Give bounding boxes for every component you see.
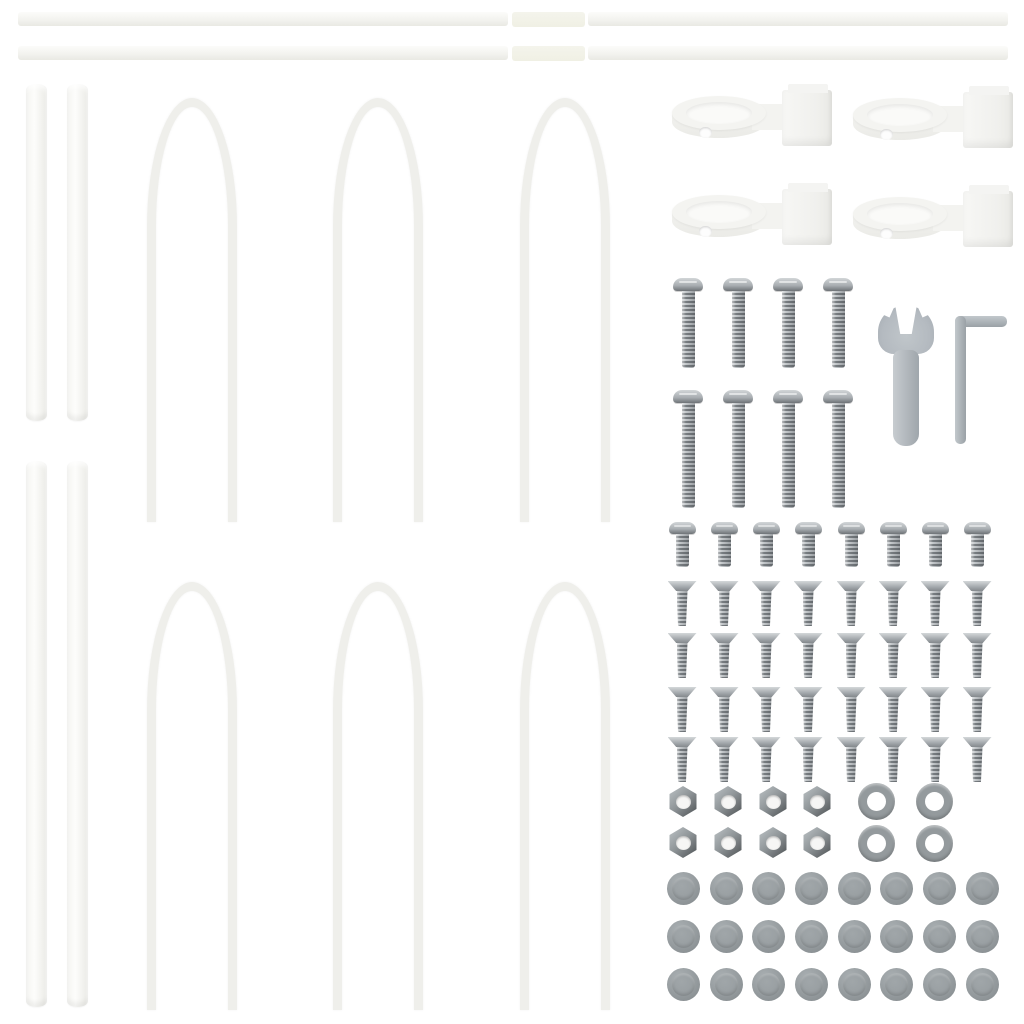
end-cap-face [971,877,994,900]
bolt-threaded-shaft [782,403,795,508]
countersunk-screw [879,581,907,626]
clamp-ring-opening [686,201,752,223]
end-cap-face [800,925,823,948]
end-cap-face [672,973,695,996]
end-cap-face [800,973,823,996]
end-cap-face [715,877,738,900]
screw-head [963,581,992,591]
screw-threaded-shaft [888,591,899,626]
bolt-threaded-shaft [732,403,745,508]
countersunk-screw [668,581,696,626]
screw-head [837,581,866,591]
round-end-cap [923,968,956,1001]
countersunk-screw [879,687,907,732]
pan-head-screw [963,522,991,567]
long-bolt [723,390,753,508]
screw-threaded-shaft [972,747,983,782]
screw-threaded-shaft [846,643,857,678]
clamp-socket-block [963,92,1013,148]
bolt-head [823,390,853,403]
screw-threaded-shaft [677,747,688,782]
round-end-cap [966,920,999,953]
screw-threaded-shaft [930,747,941,782]
screw-threaded-shaft [803,591,814,626]
screw-threaded-shaft [802,534,815,567]
bolt-head [723,278,753,291]
countersunk-screw [879,737,907,782]
clamp-ring-opening [686,102,752,124]
screw-threaded-shaft [677,591,688,626]
end-cap-face [885,973,908,996]
ring-clamp-bracket [853,86,1015,152]
clamp-ring-opening [867,203,933,225]
clamp-socket-tab [788,84,828,93]
round-end-cap [923,920,956,953]
screw-head [752,737,781,747]
bolt-head [723,390,753,403]
clamp-ring-opening [867,104,933,126]
round-end-cap [667,968,700,1001]
pan-head-screw [710,522,738,567]
countersunk-screw [752,581,780,626]
vertical-tube [67,84,88,421]
round-end-cap [667,872,700,905]
screw-threaded-shaft [972,591,983,626]
clamp-socket-block [782,90,832,146]
round-end-cap [838,872,871,905]
clamp-screw-hole [699,127,712,138]
screw-threaded-shaft [845,534,858,567]
u-shaped-rod [520,582,610,1010]
end-cap-face [843,973,866,996]
long-bolt [723,278,753,368]
end-cap-face [971,925,994,948]
countersunk-screw [879,633,907,678]
hex-nut [713,786,743,817]
wrench-jaw-cut-right [917,297,941,317]
screw-threaded-shaft [719,643,730,678]
hex-nut [802,786,832,817]
end-cap-face [800,877,823,900]
countersunk-screw [710,737,738,782]
countersunk-screw [752,737,780,782]
bolt-threaded-shaft [782,291,795,368]
screw-head [921,633,950,643]
pan-head-screw [879,522,907,567]
countersunk-screw [921,633,949,678]
countersunk-screw [794,737,822,782]
long-bolt [673,390,703,508]
u-shaped-rod [333,98,423,522]
end-cap-face [885,877,908,900]
end-cap-face [757,877,780,900]
round-end-cap [795,968,828,1001]
countersunk-screw [837,737,865,782]
round-end-cap [838,920,871,953]
open-end-wrench [878,306,934,446]
allen-hex-key [955,316,1007,444]
screw-head [963,737,992,747]
end-cap-face [672,877,695,900]
nut-hole [676,836,691,850]
nut-hole [721,836,736,850]
screw-head [837,737,866,747]
round-end-cap [880,968,913,1001]
pan-head-screw [668,522,696,567]
nut-hole [766,795,781,809]
screw-head [837,633,866,643]
screw-threaded-shaft [677,697,688,732]
end-cap-face [672,925,695,948]
end-cap-face [885,925,908,948]
screw-head [668,633,697,643]
round-end-cap [923,872,956,905]
countersunk-screw [921,581,949,626]
screw-head [880,522,907,534]
screw-threaded-shaft [719,747,730,782]
screw-head [795,522,822,534]
screw-head [794,581,823,591]
nut-hole [810,836,825,850]
countersunk-screw [794,633,822,678]
screw-threaded-shaft [930,643,941,678]
hex-nut [713,827,743,858]
screw-threaded-shaft [803,697,814,732]
round-end-cap [710,920,743,953]
end-cap-face [757,973,780,996]
rail-connector-sleeve [512,46,585,61]
screw-head [794,633,823,643]
countersunk-screw [752,687,780,732]
pan-head-screw [837,522,865,567]
screw-head [879,737,908,747]
countersunk-screw [837,581,865,626]
round-end-cap [752,872,785,905]
ring-clamp-bracket [672,84,834,150]
screw-threaded-shaft [972,697,983,732]
vertical-tube [67,461,88,1007]
end-cap-face [971,973,994,996]
long-bolt [823,390,853,508]
screw-head [964,522,991,534]
pan-head-screw [752,522,780,567]
clamp-screw-hole [880,228,893,239]
bolt-threaded-shaft [732,291,745,368]
clamp-socket-block [963,191,1013,247]
screw-threaded-shaft [718,534,731,567]
long-bolt [673,278,703,368]
washer-hole [867,834,886,853]
rail-left-segment [18,12,508,26]
screw-head [711,522,738,534]
screw-threaded-shaft [846,591,857,626]
hex-nut [758,827,788,858]
screw-threaded-shaft [930,591,941,626]
countersunk-screw [963,581,991,626]
screw-threaded-shaft [677,643,688,678]
u-shaped-rod [147,582,237,1010]
screw-head [963,687,992,697]
screw-threaded-shaft [930,697,941,732]
nut-hole [676,795,691,809]
countersunk-screw [963,633,991,678]
countersunk-screw [668,687,696,732]
countersunk-screw [921,737,949,782]
bolt-threaded-shaft [832,403,845,508]
vertical-tube [26,461,47,1007]
flat-washer [858,825,895,862]
u-shaped-rod [520,98,610,522]
u-shaped-rod [147,98,237,522]
countersunk-screw [710,687,738,732]
hex-key-long-arm [955,316,966,444]
screw-head [838,522,865,534]
screw-head [710,633,739,643]
round-end-cap [710,872,743,905]
end-cap-face [715,973,738,996]
end-cap-face [843,925,866,948]
bolt-head [673,390,703,403]
u-shaped-rod [333,582,423,1010]
screw-threaded-shaft [761,697,772,732]
round-end-cap [752,968,785,1001]
clamp-socket-tab [969,86,1009,95]
round-end-cap [880,920,913,953]
screw-head [752,687,781,697]
washer-hole [925,792,944,811]
screw-threaded-shaft [971,534,984,567]
screw-head [922,522,949,534]
countersunk-screw [963,737,991,782]
screw-head [752,633,781,643]
screw-threaded-shaft [761,591,772,626]
long-bolt [773,278,803,368]
screw-head [879,633,908,643]
screw-threaded-shaft [676,534,689,567]
screw-head [710,687,739,697]
bolt-threaded-shaft [832,291,845,368]
screw-threaded-shaft [888,643,899,678]
screw-head [753,522,780,534]
countersunk-screw [963,687,991,732]
vertical-tube [26,84,47,421]
countersunk-screw [794,581,822,626]
long-bolt [773,390,803,508]
screw-head [668,581,697,591]
round-end-cap [710,968,743,1001]
countersunk-screw [710,581,738,626]
clamp-socket-tab [788,183,828,192]
screw-head [921,581,950,591]
screw-head [710,737,739,747]
screw-head [921,687,950,697]
screw-threaded-shaft [888,747,899,782]
countersunk-screw [710,633,738,678]
screw-head [668,737,697,747]
screw-head [710,581,739,591]
screw-threaded-shaft [972,643,983,678]
screw-threaded-shaft [719,591,730,626]
flat-washer [858,783,895,820]
pan-head-screw [794,522,822,567]
ring-clamp-bracket [672,183,834,249]
end-cap-face [928,925,951,948]
round-end-cap [795,872,828,905]
screw-head [921,737,950,747]
nut-hole [721,795,736,809]
screw-head [837,687,866,697]
countersunk-screw [752,633,780,678]
end-cap-face [928,877,951,900]
rail-right-segment [588,12,1008,26]
round-end-cap [966,872,999,905]
screw-head [963,633,992,643]
screw-head [669,522,696,534]
hex-nut [802,827,832,858]
round-end-cap [752,920,785,953]
clamp-screw-hole [699,226,712,237]
screw-threaded-shaft [888,697,899,732]
bolt-head [673,278,703,291]
round-end-cap [795,920,828,953]
screw-threaded-shaft [803,747,814,782]
ring-clamp-bracket [853,185,1015,251]
screw-threaded-shaft [761,747,772,782]
screw-head [879,581,908,591]
rail-left-segment [18,46,508,60]
bolt-threaded-shaft [682,403,695,508]
screw-head [794,687,823,697]
countersunk-screw [837,633,865,678]
round-end-cap [880,872,913,905]
bolt-head [823,278,853,291]
screw-head [668,687,697,697]
screw-threaded-shaft [929,534,942,567]
countersunk-screw [668,737,696,782]
screw-threaded-shaft [846,697,857,732]
nut-hole [766,836,781,850]
clamp-screw-hole [880,129,893,140]
clamp-socket-block [782,189,832,245]
screw-threaded-shaft [803,643,814,678]
clamp-socket-tab [969,185,1009,194]
countersunk-screw [668,633,696,678]
screw-head [794,737,823,747]
hex-nut [668,827,698,858]
end-cap-face [928,973,951,996]
long-bolt [823,278,853,368]
end-cap-face [757,925,780,948]
end-cap-face [843,877,866,900]
hex-nut [668,786,698,817]
wrench-handle [893,350,919,446]
round-end-cap [667,920,700,953]
flat-washer [916,825,953,862]
round-end-cap [966,968,999,1001]
screw-threaded-shaft [846,747,857,782]
screw-threaded-shaft [760,534,773,567]
screw-head [752,581,781,591]
bolt-head [773,390,803,403]
hex-nut [758,786,788,817]
screw-head [879,687,908,697]
countersunk-screw [794,687,822,732]
washer-hole [867,792,886,811]
countersunk-screw [837,687,865,732]
nut-hole [810,795,825,809]
washer-hole [925,834,944,853]
rail-connector-sleeve [512,12,585,27]
round-end-cap [838,968,871,1001]
pan-head-screw [921,522,949,567]
screw-threaded-shaft [761,643,772,678]
screw-threaded-shaft [719,697,730,732]
countersunk-screw [921,687,949,732]
screw-threaded-shaft [887,534,900,567]
flat-washer [916,783,953,820]
bolt-head [773,278,803,291]
end-cap-face [715,925,738,948]
rail-right-segment [588,46,1008,60]
bolt-threaded-shaft [682,291,695,368]
